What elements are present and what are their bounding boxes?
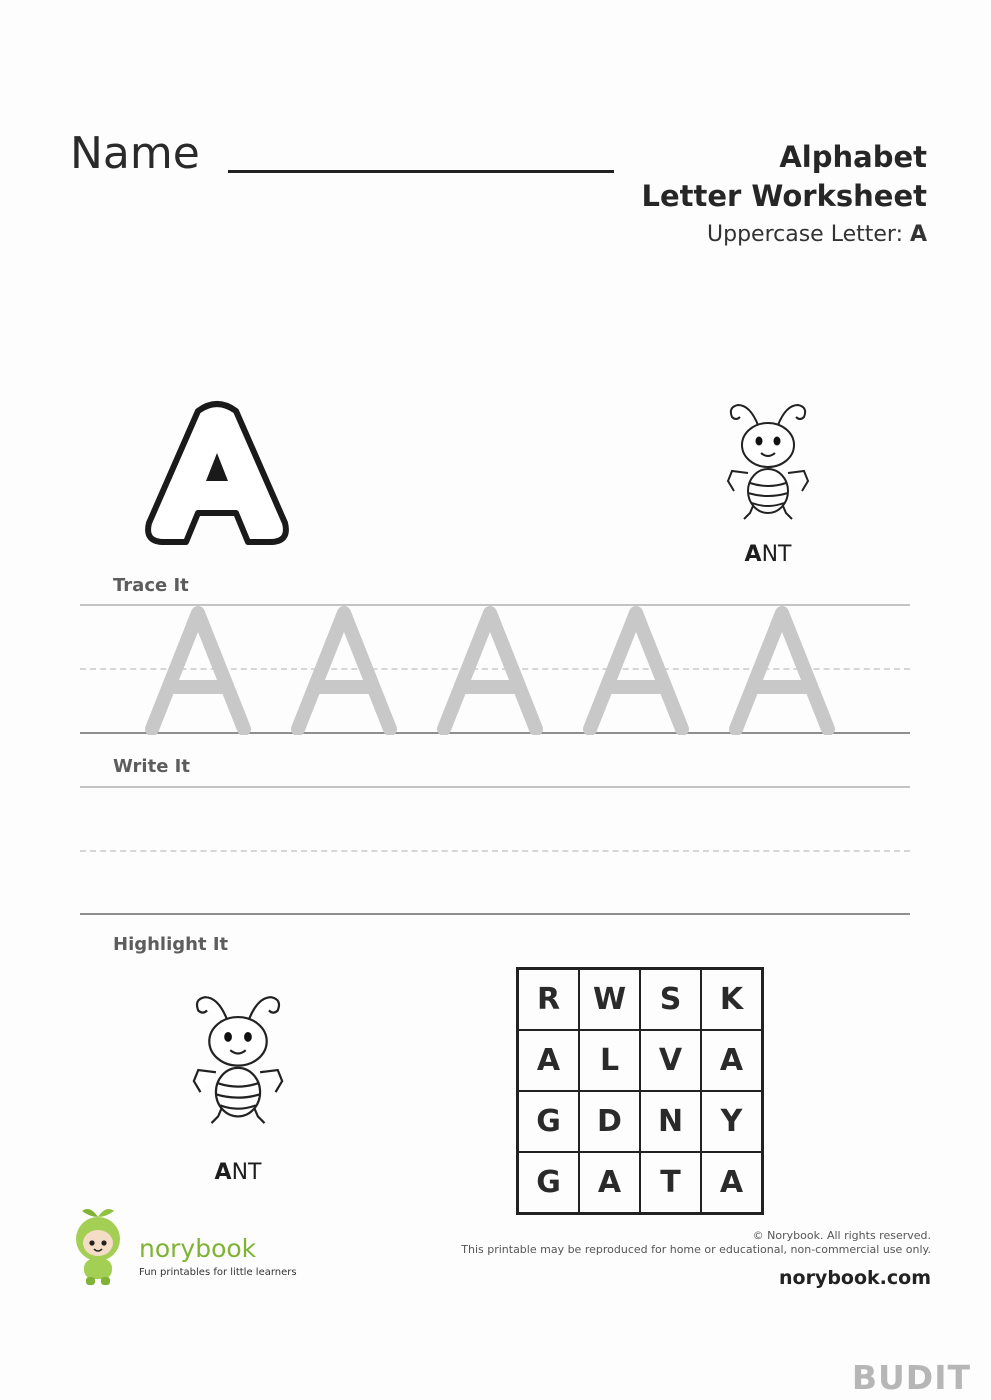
- brand-name: norybook: [139, 1234, 257, 1263]
- name-label: Name: [70, 128, 200, 179]
- ant-illustration: [185, 986, 291, 1132]
- subtitle-letter: A: [909, 222, 927, 247]
- grid-cell[interactable]: G: [518, 1091, 579, 1152]
- norybook-mascot-icon: [72, 1203, 124, 1287]
- picture-word: [170, 1160, 306, 1185]
- write-mid-dashed-line: [80, 850, 910, 852]
- trace-letter[interactable]: [736, 613, 828, 729]
- worksheet-title-block: [641, 138, 927, 247]
- grid-cell[interactable]: R: [518, 969, 579, 1030]
- picture-word-first-letter: A: [744, 542, 762, 567]
- write-baseline[interactable]: [80, 913, 910, 915]
- big-outline-letter: [140, 395, 295, 550]
- name-write-line[interactable]: [228, 170, 614, 173]
- grid-cell[interactable]: A: [701, 1030, 762, 1091]
- grid-cell[interactable]: G: [518, 1152, 579, 1213]
- grid-cell[interactable]: L: [579, 1030, 640, 1091]
- picture-word: [700, 542, 836, 567]
- grid-cell[interactable]: K: [701, 969, 762, 1030]
- picture-word-rest: NT: [231, 1160, 262, 1185]
- write-top-line: [80, 786, 910, 788]
- picture-word-first-letter: A: [214, 1160, 232, 1185]
- ant-illustration: [720, 395, 816, 527]
- website-link[interactable]: norybook.com: [778, 1267, 931, 1289]
- grid-cell[interactable]: V: [640, 1030, 701, 1091]
- grid-cell[interactable]: W: [579, 969, 640, 1030]
- trace-letter[interactable]: [152, 613, 244, 729]
- copyright-line-2: This printable may be reproduced for home or educational, non-commercial use only.: [461, 1243, 931, 1256]
- grid-cell[interactable]: Y: [701, 1091, 762, 1152]
- copyright-line-1: © Norybook. All rights reserved.: [752, 1229, 931, 1242]
- watermark: BUDIT: [851, 1358, 971, 1397]
- grid-cell[interactable]: N: [640, 1091, 701, 1152]
- highlight-section-label: Highlight It: [113, 934, 229, 955]
- grid-cell[interactable]: S: [640, 969, 701, 1030]
- trace-letters-row[interactable]: [135, 605, 865, 735]
- grid-cell[interactable]: A: [701, 1152, 762, 1213]
- trace-letter[interactable]: [298, 613, 390, 729]
- grid-cell[interactable]: A: [579, 1152, 640, 1213]
- title-line-1: Alphabet: [779, 140, 927, 174]
- write-section-label: Write It: [113, 756, 190, 777]
- grid-cell[interactable]: T: [640, 1152, 701, 1213]
- subtitle: [641, 222, 927, 247]
- trace-letter[interactable]: [590, 613, 682, 729]
- grid-cell[interactable]: D: [579, 1091, 640, 1152]
- trace-letter[interactable]: [444, 613, 536, 729]
- copyright-notice: [461, 1229, 931, 1257]
- subtitle-prefix: Uppercase Letter:: [707, 222, 910, 247]
- brand-tagline: Fun printables for little learners: [139, 1267, 297, 1278]
- grid-cell[interactable]: A: [518, 1030, 579, 1091]
- letter-search-grid: [516, 967, 764, 1215]
- picture-word-rest: NT: [761, 542, 792, 567]
- title-line-2: Letter Worksheet: [641, 179, 927, 213]
- trace-section-label: Trace It: [113, 575, 189, 596]
